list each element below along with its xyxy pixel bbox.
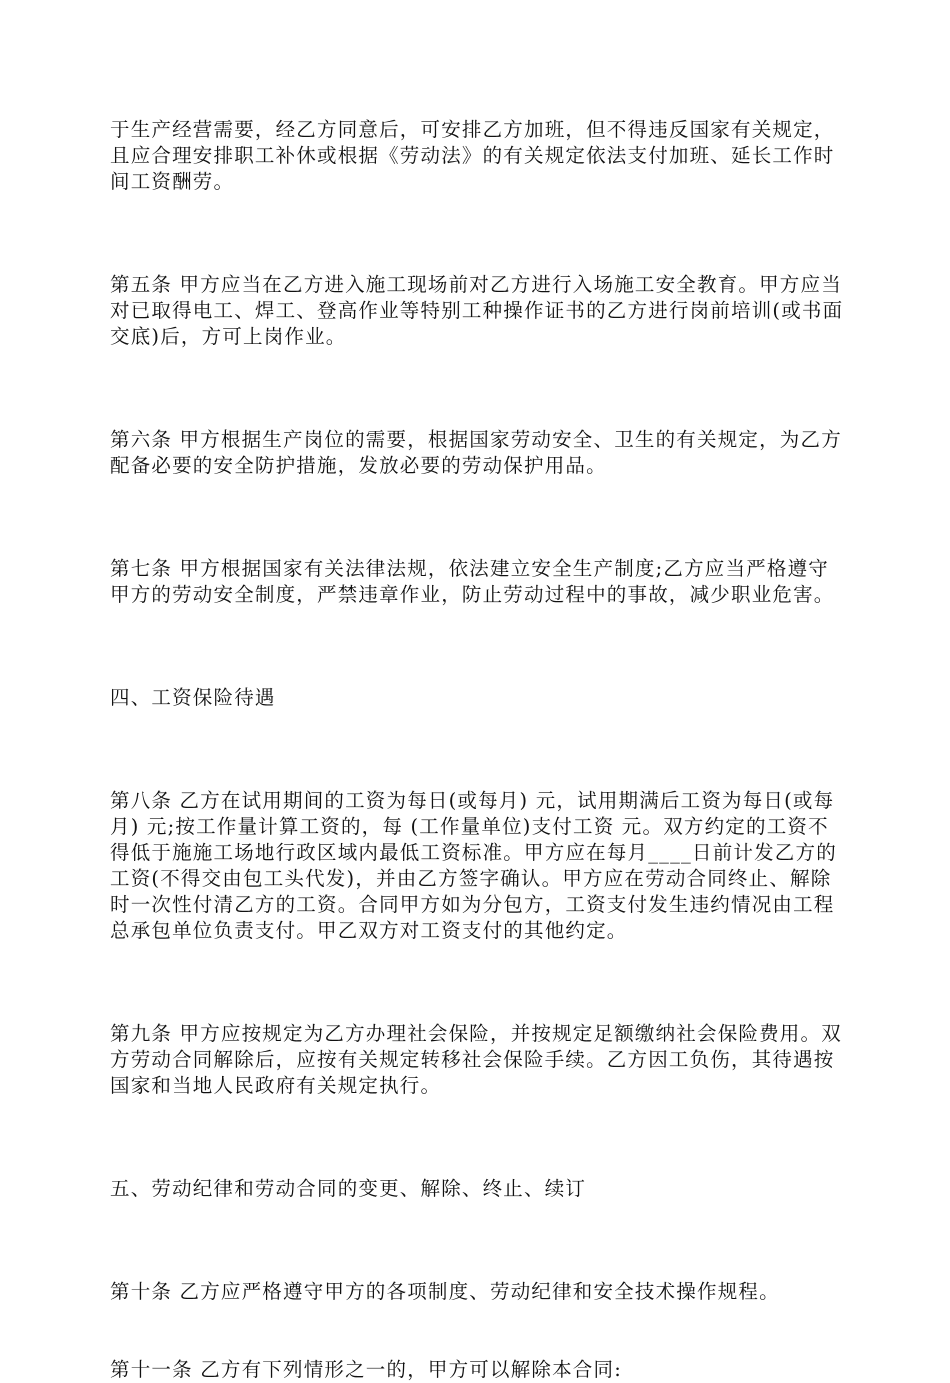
paragraph-article-8: 第八条 乙方在试用期间的工资为每日(或每月) 元，试用期满后工资为每日(或每月) 元;按工作量计算工资的，每 (工作量单位)支付工资 元。双方约定的工资不得低于施施工场地行政区域内最低工资标准。甲方应在每月____日前计发乙方的工资(不得交由包工头代发)，并由乙方签字确认。甲方应在劳动合同终止、解除时一次性付清乙方的工资。合同甲方如为分包方，工资支付发生违约情况由工程总承包单位负责支付。甲乙双方对工资支付的其他约定。	[110, 789, 837, 942]
paragraph-article-11: 第十一条 乙方有下列情形之一的，甲方可以解除本合同:	[110, 1358, 622, 1381]
paragraph-article-5: 第五条 甲方应当在乙方进入施工现场前对乙方进行入场施工安全教育。甲方应当对已取得电工、焊工、登高作业等特别工种操作证书的乙方进行岗前培训(或书面交底)后，方可上岗作业。	[110, 273, 844, 348]
section-heading-discipline-contract: 五、劳动纪律和劳动合同的变更、解除、终止、续订	[110, 1177, 587, 1200]
paragraph-article-9: 第九条 甲方应按规定为乙方办理社会保险，并按规定足额缴纳社会保险费用。双方劳动合同解除后，应按有关规定转移社会保险手续。乙方因工负伤，其待遇按国家和当地人民政府有关规定执行。	[110, 1022, 842, 1097]
paragraph-article-6: 第六条 甲方根据生产岗位的需要，根据国家劳动安全、卫生的有关规定，为乙方配备必要的安全防护措施，发放必要的劳动保护用品。	[110, 428, 842, 477]
paragraph-article-7: 第七条 甲方根据国家有关法律法规，依法建立安全生产制度;乙方应当严格遵守甲方的劳动安全制度，严禁违章作业，防止劳动过程中的事故，减少职业危害。	[110, 557, 835, 606]
paragraph-overtime: 于生产经营需要，经乙方同意后，可安排乙方加班，但不得违反国家有关规定，且应合理安排职工补休或根据《劳动法》的有关规定依法支付加班、延长工作时间工资酬劳。	[110, 118, 835, 193]
section-heading-wages-insurance: 四、工资保险待遇	[110, 686, 276, 709]
paragraph-article-10: 第十条 乙方应严格遵守甲方的各项制度、劳动纪律和安全技术操作规程。	[110, 1280, 780, 1303]
document-body	[110, 117, 845, 1383]
